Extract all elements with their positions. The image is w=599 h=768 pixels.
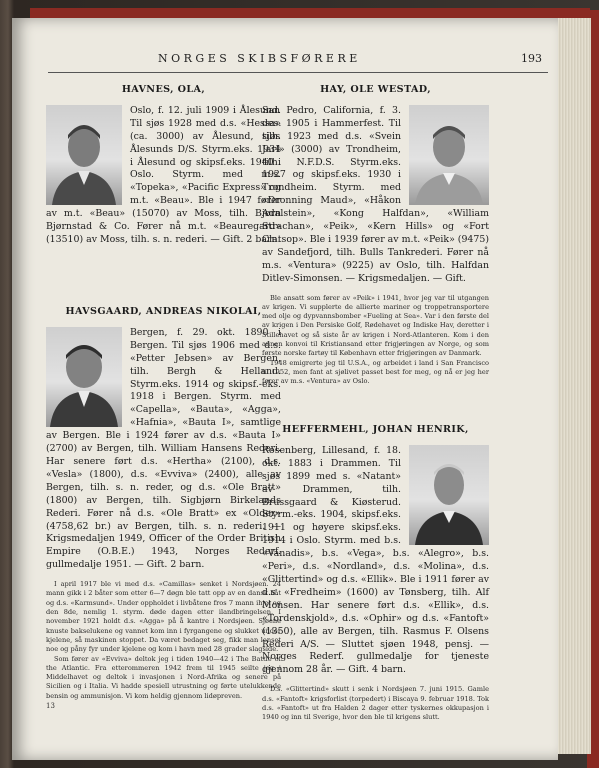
entry-name: HAVNES, OLA, [121,84,206,95]
entry-name: HAY, OLE WESTAD, [320,84,431,95]
entry-bio: San Pedro, California, f. 3. des. 1905 i Hammerfest. Til sjøs 1923 med d.s. «Svein Jarl» (3000) av Trondheim, tilh. N.F.D.S. Styrm.eks. 1927 og skipsf.eks. 1930 i Trondheim. Styrm. med «Dronning Maud», «Håkon Adalstein», «Kong Halfdan», «William Strachan», «Peik», «Kern Hills» og «Fort Clatsop». Ble i 1939 fører av m.t. «Peik» (9475) av Sandefjord, tilh. Bulls Tankrederi. Fører nå m.s. «Ventura» (9225) av Oslo, tilh. Halfdan Ditlev-Simonsen. — Krigsmedaljen. — Gift. [262,104,489,284]
portrait-photo [46,327,122,427]
portrait-icon [46,327,122,427]
portrait-icon [46,105,122,205]
signature-mark: 13 [46,702,55,710]
portrait-icon [409,105,489,205]
narrative-paragraph: Som fører av «Evviva» deltok jeg i tiden 1940—42 i The Battle of the Atlantic. Fra etterommeren 1942 frem til 1945 seilte jeg i Middelhavet og deltok i invasjonen i Nord-Afrika og senere på Sicilien og i Italia. Vi hadde spesiell utrustning og førte utelukkende bensin og ammunisjon. Vi kom heldig gjennom lidøpreven. [46,654,281,700]
portrait-photo [46,105,122,205]
entry-havsgaard [46,306,281,701]
page-stack-edges [556,18,591,754]
book-page [12,18,558,760]
entry-name: HAVSGAARD, ANDREAS NIKOLAI, [65,306,262,317]
portrait-photo [409,445,489,545]
narrative-paragraph: 1948 emigrerte jeg til U.S.A., og arbeidet i land i San Francisco til 1952, men fant at sjølivet passet best for meg, og nå er jeg her fører av m.s. «Ventura» av Oslo. [262,358,489,386]
entry-name: HEFFERMEHL, JOHAN HENRIK, [282,424,469,435]
portrait-photo [409,105,489,205]
entry-narrative [262,685,489,722]
running-head [48,52,548,73]
entry-bio: Oslo, f. 12. juli 1909 i Ålesund. Til sjøs 1928 med d.s. «Hessa» (ca. 3000) av Ålesund, tilh. Ålesunds D/S. Styrm.eks. 1934 i Ålesund og skipsf.eks. 1940 i Oslo. Styrm. med m.s. «Topeka», «Pacific Express» og m.t. «Beau». Ble i 1947 fører av m.t. «Beau» (15070) av Moss, tilh. Bjørn Bjørnstad & Co. Fører nå m.t. «Beauregard» (13510) av Moss, tilh. s. n. rederi. — Gift. 2 barn. [46,104,281,245]
entry-bio: Bergen, f. 29. okt. 1890 i Bergen. Til sjøs 1906 med d.s. «Petter Jebsen» av Bergen, tilh. Bergh & Helland. Styrm.eks. 1914 og skipsf.-eks. 1918 i Bergen. Styrm. med «Capella», «Bauta», «Agga», «Hafnia», «Bauta I», samtlige av Bergen. Ble i 1924 fører av d.s. «Bauta I» (2700) av Bergen, tilh. William Hansens Rederi. Har senere ført d.s. «Hertha» (2100), d.s. «Vesla» (1800), d.s. «Evviva» (2400), alle av Bergen, tilh. s. n. reder, og d.s. «Ole Bratt» (1800) av Bergen, tilh. Sigbjørn Birkelands Rederi. Fører nå d.s. «Ole Bratt» ex «Older» (4758,62 br.) av Bergen, tilh. s. n. rederi. — Krigsmedaljen 1949, Officer of the Order British Empire (O.B.E.) 1943, Norges Rederf. gullmedalje 1951. — Gift. 2 barn. [46,326,281,571]
entry-bio: Rosenberg, Lillesand, f. 18. okt. 1883 i Drammen. Til sjøs 1899 med s. «Natant» av Drammen, tilh. Brussgaard & Kiøsterud. Styrm.-eks. 1904, skipsf.eks. 1911 og høyere skipsf.eks. 1914 i Oslo. Styrm. med b.s. «Vanadis», b.s. «Vega», b.s. «Alegro», b.s. «Peri», d.s. «Nordland», d.s. «Molina», d.s. «Glittertind» og d.s. «Ellik». Ble i 1911 fører av d.s. «Fredheim» (1600) av Tønsberg, tilh. Alf Monsen. Har senere ført d.s. «Ellik», d.s. «Tordenskjold», d.s. «Ophir» og d.s. «Fantoft» (1350), alle av Bergen, tilh. Rasmus F. Olsens Rederi A/S. — Sluttet sjøen 1948, pensj. — Norges Rederf. gullmedalje for tjeneste gjennom 28 år. — Gift. 4 barn. [262,444,489,676]
entry-havnes [46,84,281,247]
narrative-paragraph: Ble ansatt som fører av «Peik» i 1941, hvor jeg var til utgangen av krigen. Vi supplerte de allierte mariner og troppetransportere med olje og dypvannsbomber «Fueling at Sea». Var i den første del av krigen i Den Persiske Golf, Rødehavet og Indiske Hav, deretter i Stillehavet og så siste år av krigen i Nord-Atlanteren. Kom i den annen konvoi til Kristiansand etter frigjøringen av Norge, og som første norske fartøy til København etter frigjøringen av Danmark. [262,293,489,358]
entry-hay [262,84,489,387]
narrative-paragraph: I april 1917 ble vi med d.s. «Camillas» senket i Nordsjøen. 24 mann gikk i 2 båter som etter 6—7 døgn ble tatt opp av en dansk båt og d.s. «Karmsund». Under oppholdet i livbåtene fros 7 mann ihjel og den 8de, nemlig 1. styrm. døde dagen etter ilandbringelsen. I november 1921 holdt d.s. «Agga» på å kantre i Nordsjøen. Sjøene knuste bakselukene og vannet kom inn i fyrgangene og slukket under kjelene, så maskinen stoppet. Da været bedaget seg, fikk man lenset noe og påny fyr under kjelene og kom i havn med 28 grader slagside. [46,580,281,654]
entry-heffermehl [262,424,489,722]
entry-narrative [46,580,281,701]
running-head-title: NORGES SKIBSFØRERE [158,52,361,65]
narrative-paragraph: D.s. «Glittertind» skutt i senk i Nordsjøen 7. juni 1915. Gamle d.s. «Fantoft» krigsforlist (torpedert) i Biscaya 9. februar 1918. Tok d.s. «Fantoft» ut fra Halden 2 dager etter tyskernes okkupasjon i 1940 og inn til Sverige, hvor den ble til krigens slutt. [262,685,489,722]
entry-narrative [262,294,489,387]
page-number: 193 [521,52,542,65]
portrait-icon [409,445,489,545]
